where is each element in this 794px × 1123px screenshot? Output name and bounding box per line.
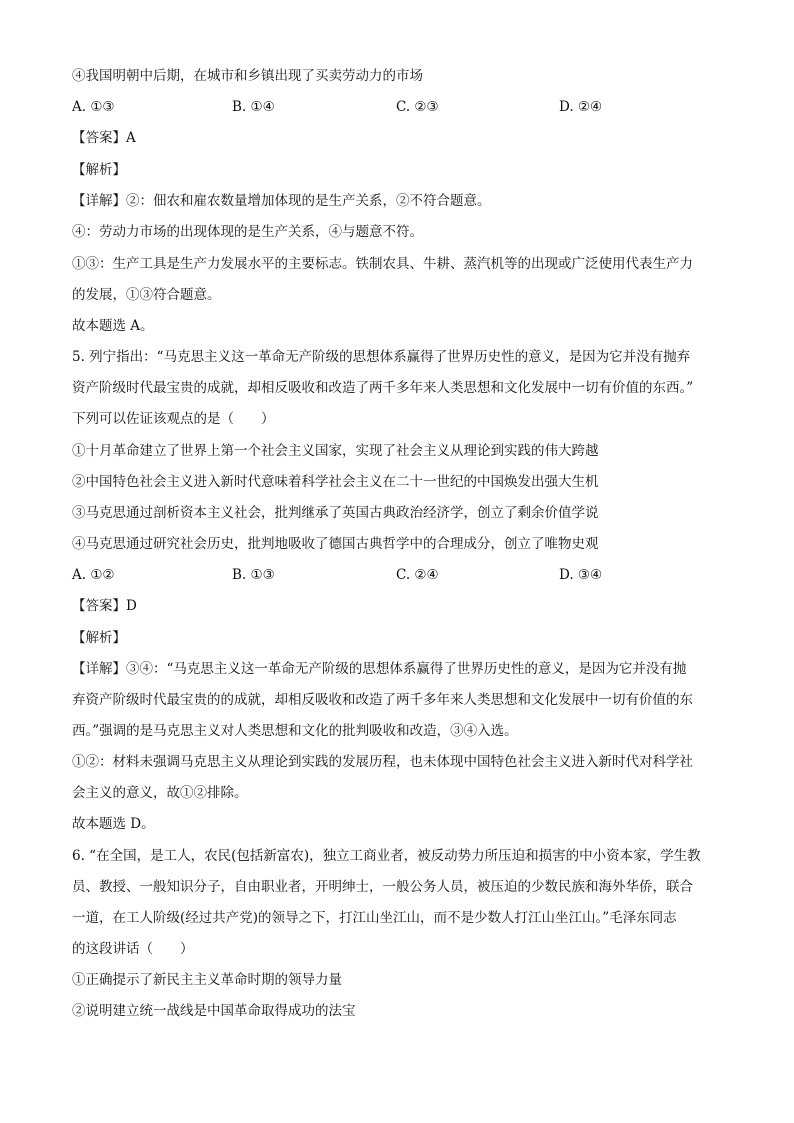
q4-conclusion: 故本题选 A。 (72, 318, 154, 334)
q5-detail-4: ①②：材料未强调马克思主义从理论到实践的发展历程，也未体现中国特色社会主义进入新时代对科学社 (72, 754, 693, 770)
q4-detail-3: ①③：生产工具是生产力发展水平的主要标志。铁制农具、牛耕、蒸汽机等的出现或广泛使用代表生产力 (72, 256, 693, 272)
q5-detail-1: 【详解】③④：“马克思主义这一革命无产阶级的思想体系赢得了世界历史性的意义，是因为它并没有抛 (72, 661, 687, 677)
q5-option-a: A. ①② (72, 567, 115, 583)
q4-option-d: D. ②④ (559, 99, 603, 115)
q4-option-c: C. ②③ (396, 99, 439, 115)
q5-item-1: ①十月革命建立了世界上第一个社会主义国家，实现了社会主义从理论到实践的伟大跨越 (72, 443, 599, 459)
q5-answer: 【答案】D (72, 598, 137, 614)
q4-analysis-heading: 【解析】 (72, 162, 126, 178)
q4-option-b: B. ①④ (232, 99, 275, 115)
q4-options (72, 97, 732, 117)
q5-item-3: ③马克思通过剖析资本主义社会，批判继承了英国古典政治经济学，创立了剩余价值学说 (72, 505, 599, 521)
q5-stem-1: 5. 列宁指出：“马克思主义这一革命无产阶级的思想体系赢得了世界历史性的意义，是因为它并没有抛弃 (72, 349, 691, 365)
q5-option-d: D. ③④ (559, 567, 603, 583)
q5-stem-3: 下列可以佐证该观点的是（ ） (72, 411, 275, 427)
q6-item-2: ②说明建立统一战线是中国革命取得成功的法宝 (72, 1003, 356, 1019)
q5-detail-2: 弃资产阶级时代最宝贵的的成就，却相反吸收和改造了两千多年来人类思想和文化发展中一切有价值的东 (72, 692, 693, 708)
q4-detail-1: 【详解】②：佃农和雇农数量增加体现的是生产关系，②不符合题意。 (72, 193, 491, 209)
q6-stem-4: 的这段讲话（ ） (72, 941, 194, 957)
q5-analysis-heading: 【解析】 (72, 630, 126, 646)
q4-answer: 【答案】A (72, 130, 136, 146)
q5-options (72, 565, 732, 585)
q5-option-c: C. ②④ (396, 567, 439, 583)
q5-detail-5: 会主义的意义，故①②排除。 (72, 785, 248, 801)
q6-item-1: ①正确提示了新民主主义革命时期的领导力量 (72, 972, 342, 988)
q4-detail-4: 的发展，①③符合题意。 (72, 287, 221, 303)
q6-stem-2: 员、教授、一般知识分子，自由职业者，开明绅士，一般公务人员，被压迫的少数民族和海外华侨，联合 (72, 879, 693, 895)
q4-option-a: A. ①③ (72, 99, 115, 115)
q5-item-4: ④马克思通过研究社会历史，批判地吸收了德国古典哲学中的合理成分，创立了唯物史观 (72, 536, 599, 552)
q5-option-b: B. ①③ (232, 567, 275, 583)
q4-detail-2: ④：劳动力市场的出现体现的是生产关系，④与题意不符。 (72, 224, 423, 240)
q5-detail-3: 西。”强调的是马克思主义对人类思想和文化的批判吸收和改造，③④入选。 (72, 723, 518, 739)
q4-item-4: ④我国明朝中后期，在城市和乡镇出现了买卖劳动力的市场 (72, 68, 423, 84)
q5-conclusion: 故本题选 D。 (72, 816, 155, 832)
q6-stem-3: 一道，在工人阶级(经过共产党)的领导之下，打江山坐江山，而不是少数人打江山坐江山。”毛泽东同志 (72, 910, 677, 926)
q6-stem-1: 6. “在全国，是工人，农民(包括新富农)，独立工商业者，被反动势力所压迫和损害的中小资本家，学生教 (72, 848, 701, 864)
q5-item-2: ②中国特色社会主义进入新时代意味着科学社会主义在二十一世纪的中国焕发出强大生机 (72, 474, 599, 490)
q5-stem-2: 资产阶级时代最宝贵的成就，却相反吸收和改造了两千多年来人类思想和文化发展中一切有价值的东西。” (72, 380, 694, 396)
